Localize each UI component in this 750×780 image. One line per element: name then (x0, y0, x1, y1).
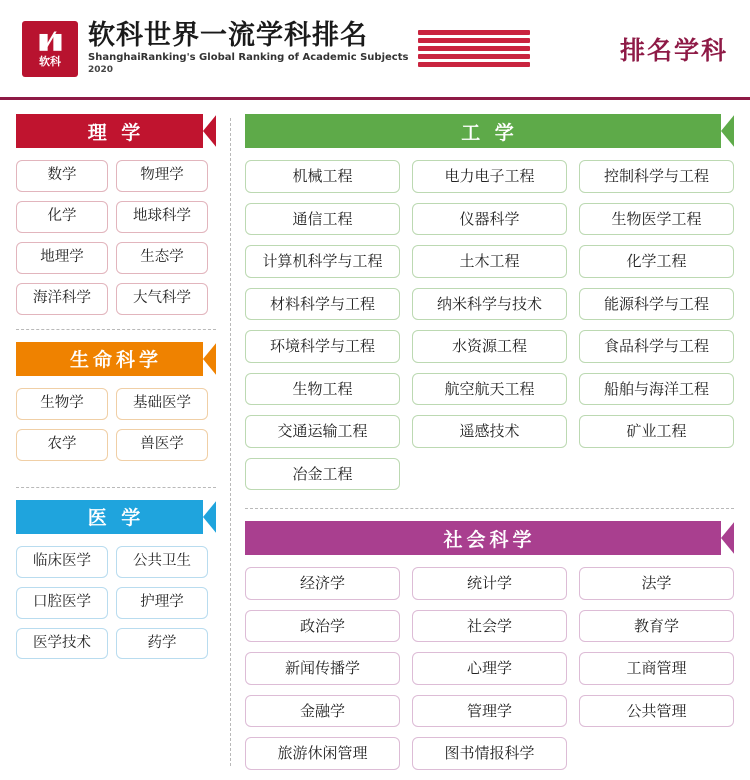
subject-chip[interactable]: 土木工程 (412, 245, 567, 278)
subject-chip[interactable]: 矿业工程 (579, 415, 734, 448)
subject-list-social-science (245, 567, 734, 770)
section-social-science (245, 521, 734, 770)
subject-chip[interactable]: 材料科学与工程 (245, 288, 400, 321)
subject-chip[interactable]: 基础医学 (116, 388, 208, 420)
subject-chip[interactable]: 大气科学 (116, 283, 208, 315)
subject-chip[interactable]: 海洋科学 (16, 283, 108, 315)
brand-logo (22, 21, 530, 77)
subject-chip[interactable]: 心理学 (412, 652, 567, 685)
subject-chip[interactable]: 仪器科学 (412, 203, 567, 236)
divider (16, 487, 216, 488)
subject-chip[interactable]: 旅游休闲管理 (245, 737, 400, 770)
subject-chip[interactable]: 口腔医学 (16, 587, 108, 619)
logo-glyph: ▮⁄▮ (37, 28, 63, 54)
subject-chip[interactable]: 计算机科学与工程 (245, 245, 400, 278)
subject-chip[interactable]: 兽医学 (116, 429, 208, 461)
subject-chip[interactable]: 药学 (116, 628, 208, 660)
brand-text (88, 22, 408, 75)
section-engineering (245, 114, 734, 490)
section-title-life-science: 生命科学 (16, 342, 216, 376)
subject-chip[interactable]: 数学 (16, 160, 108, 192)
subject-chip[interactable]: 食品科学与工程 (579, 330, 734, 363)
subject-chip[interactable]: 法学 (579, 567, 734, 600)
subject-chip[interactable]: 政治学 (245, 610, 400, 643)
subject-chip[interactable]: 电力电子工程 (412, 160, 567, 193)
subject-chip[interactable]: 金融学 (245, 695, 400, 728)
subject-chip[interactable]: 交通运输工程 (245, 415, 400, 448)
subject-chip[interactable]: 图书情报科学 (412, 737, 567, 770)
subject-chip[interactable]: 工商管理 (579, 652, 734, 685)
section-science (16, 114, 216, 315)
subject-chip[interactable]: 遥感技术 (412, 415, 567, 448)
subject-chip[interactable]: 化学 (16, 201, 108, 233)
section-medicine (16, 500, 216, 660)
subject-chip[interactable]: 纳米科学与技术 (412, 288, 567, 321)
content-area (0, 100, 750, 780)
subject-chip[interactable]: 护理学 (116, 587, 208, 619)
subject-chip[interactable]: 能源科学与工程 (579, 288, 734, 321)
subject-list-science (16, 160, 216, 315)
subject-chip[interactable]: 生态学 (116, 242, 208, 274)
subject-chip[interactable]: 地理学 (16, 242, 108, 274)
subject-chip[interactable]: 公共卫生 (116, 546, 208, 578)
subject-chip[interactable]: 社会学 (412, 610, 567, 643)
right-column (245, 114, 734, 770)
subject-chip[interactable]: 地球科学 (116, 201, 208, 233)
subject-chip[interactable]: 生物工程 (245, 373, 400, 406)
subject-chip[interactable]: 统计学 (412, 567, 567, 600)
subject-chip[interactable]: 医学技术 (16, 628, 108, 660)
subject-chip[interactable]: 管理学 (412, 695, 567, 728)
divider (16, 329, 216, 330)
brand-year: 2020 (88, 64, 114, 75)
subject-chip[interactable]: 教育学 (579, 610, 734, 643)
decorative-stripes (418, 26, 530, 72)
subject-chip[interactable]: 化学工程 (579, 245, 734, 278)
section-title-medicine: 医 学 (16, 500, 216, 534)
column-divider (230, 118, 231, 766)
subject-chip[interactable]: 机械工程 (245, 160, 400, 193)
brand-title-cn: 软科世界一流学科排名 (88, 20, 368, 52)
section-life-science (16, 342, 216, 461)
subject-chip[interactable]: 物理学 (116, 160, 208, 192)
subject-chip[interactable]: 环境科学与工程 (245, 330, 400, 363)
section-title-social-science: 社会科学 (245, 521, 734, 555)
section-title-science: 理 学 (16, 114, 216, 148)
subject-chip[interactable]: 公共管理 (579, 695, 734, 728)
subject-list-engineering (245, 160, 734, 490)
shanghairanking-logo-icon (22, 21, 78, 77)
subject-chip[interactable]: 水资源工程 (412, 330, 567, 363)
page-title: 排名学科 (619, 35, 728, 65)
page-header (0, 0, 750, 100)
subject-list-medicine (16, 546, 216, 660)
subject-chip[interactable]: 临床医学 (16, 546, 108, 578)
divider (245, 508, 734, 509)
subject-chip[interactable]: 经济学 (245, 567, 400, 600)
section-title-engineering: 工 学 (245, 114, 734, 148)
subject-chip[interactable]: 通信工程 (245, 203, 400, 236)
subject-chip[interactable]: 控制科学与工程 (579, 160, 734, 193)
subject-chip[interactable]: 农学 (16, 429, 108, 461)
subject-chip[interactable]: 船舶与海洋工程 (579, 373, 734, 406)
subject-chip[interactable]: 航空航天工程 (412, 373, 567, 406)
left-column (16, 114, 216, 770)
subject-chip[interactable]: 冶金工程 (245, 458, 400, 491)
subject-chip[interactable]: 生物医学工程 (579, 203, 734, 236)
subject-chip[interactable]: 新闻传播学 (245, 652, 400, 685)
logo-mark-word: 软科 (39, 54, 61, 68)
brand-title-en: ShanghaiRanking's Global Ranking of Academic Subjects (88, 52, 409, 64)
subject-list-life-science (16, 388, 216, 461)
subject-chip[interactable]: 生物学 (16, 388, 108, 420)
